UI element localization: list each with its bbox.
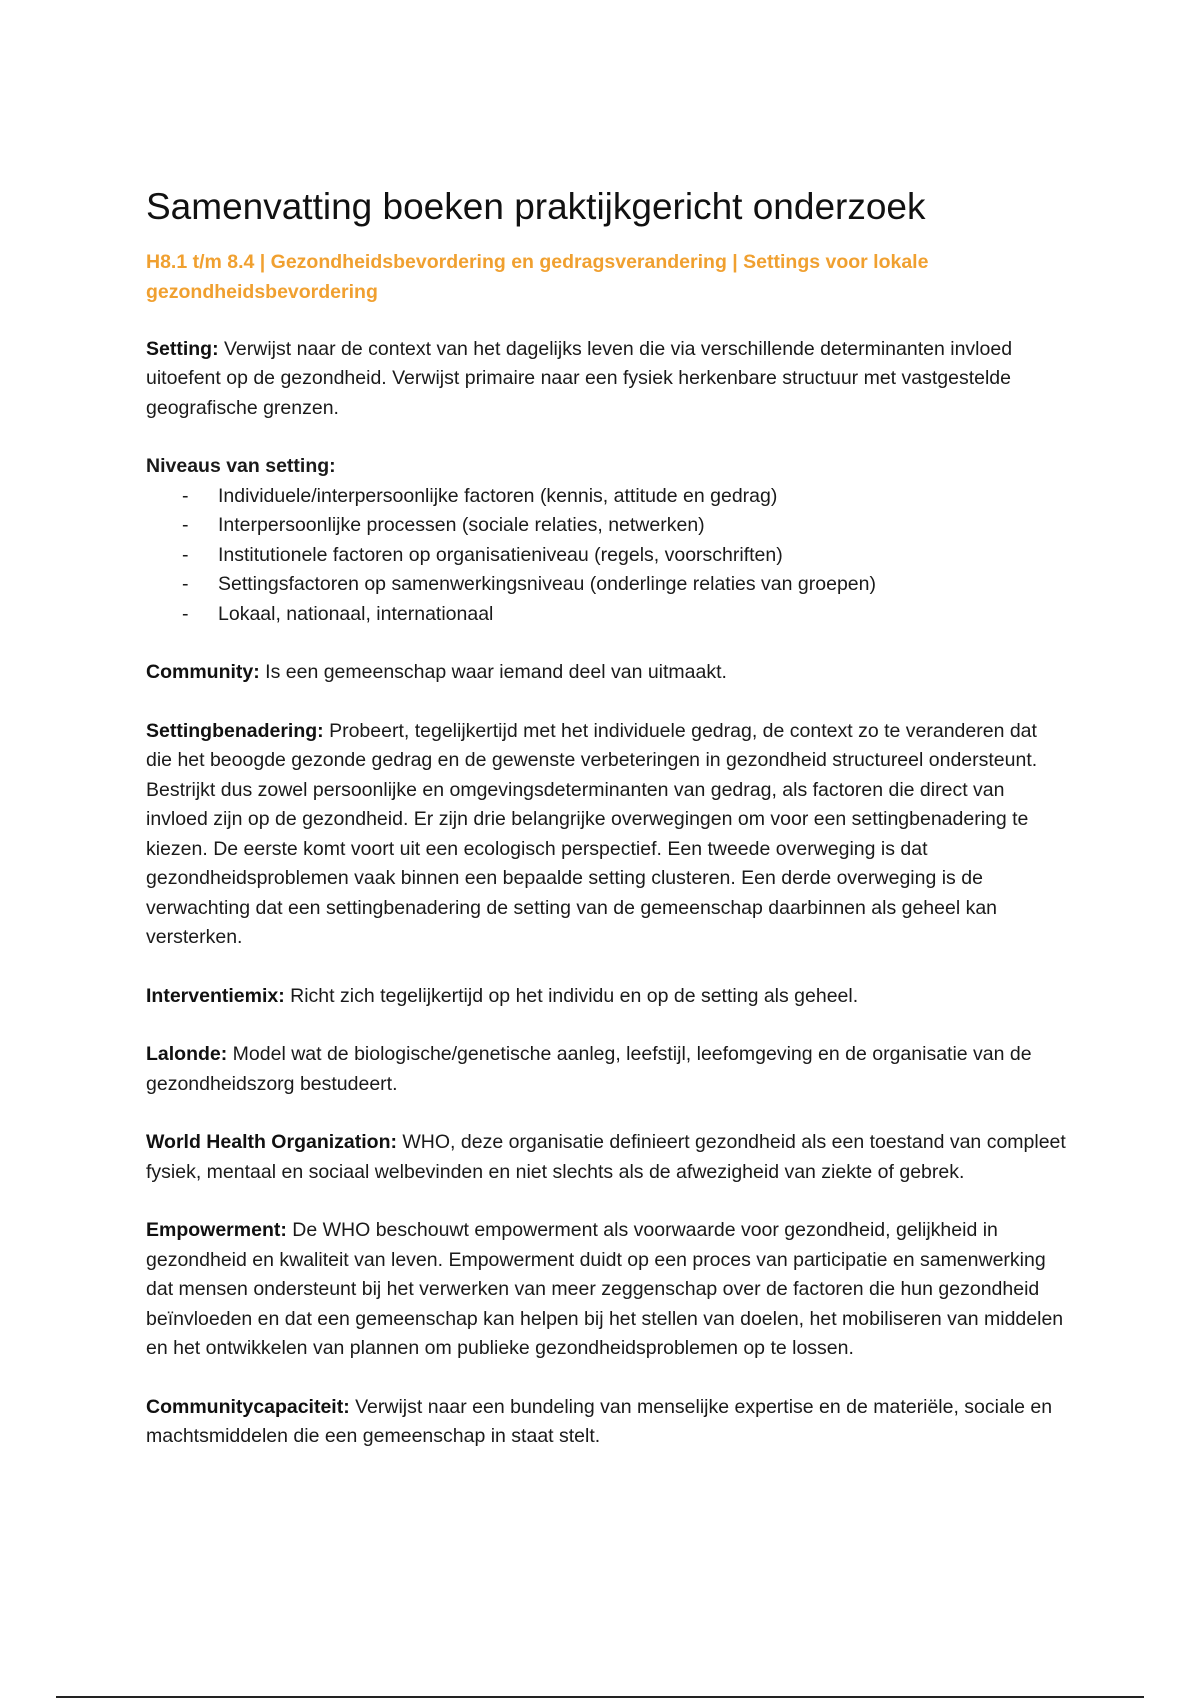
- dash-bullet: -: [182, 543, 189, 566]
- definition-interventiemix: [146, 982, 1066, 1012]
- term-label: Settingbenadering:: [146, 719, 324, 742]
- definition-text: Richt zich tegelijkertijd op het individu en op de setting als geheel.: [284, 984, 859, 1007]
- definition-lalonde: [146, 1040, 1066, 1099]
- definition-setting: [146, 335, 1066, 424]
- term-label: Setting:: [146, 337, 219, 360]
- page-divider: [56, 1696, 1144, 1698]
- list-item: [146, 482, 1066, 512]
- definition-text: Model wat de biologische/genetische aanleg, leefstijl, leefomgeving en de organisatie van de gezondheidszorg bestudeert.: [146, 1043, 1032, 1095]
- term-label: Community:: [146, 661, 260, 684]
- definition-settingbenadering: [146, 717, 1066, 953]
- definition-communitycapaciteit: [146, 1393, 1066, 1452]
- term-label: Communitycapaciteit:: [146, 1395, 350, 1418]
- definition-text: De WHO beschouwt empowerment als voorwaarde voor gezondheid, gelijkheid in gezondheid en kwaliteit van leven. Empowerment duidt op een proces van participatie en samenwerking dat mensen ondersteunt bij het verwerken van meer zeggenschap over de factoren die hun gezondheid beïnvloeden en dat een gemeenschap kan helpen bij het stellen van doelen, het mobiliseren van middelen en het ontwikkelen van plannen om publieke gezondheidsproblemen op te lossen.: [146, 1219, 1064, 1360]
- list-item: [146, 541, 1066, 571]
- list-item: [146, 511, 1066, 541]
- dash-bullet: -: [182, 602, 189, 625]
- dash-bullet: -: [182, 573, 189, 596]
- definition-text: Probeert, tegelijkertijd met het individuele gedrag, de context zo te veranderen dat die het beoogde gezonde gedrag en de gewenste verbeteringen in gezondheid structureel ondersteunt. Bestrijkt dus zowel persoonlijke en omgevingsdeterminanten van gedrag, als factoren die direct van invloed zijn op de gezondheid. Er zijn drie belangrijke overwegingen om voor een settingbenadering te kiezen. De eerste komt voort uit een ecologisch perspectief. Een tweede overweging is dat gezondheidsproblemen vaak binnen een bepaalde setting clusteren. Een derde overweging is de verwachting dat een settingbenadering de setting van de gemeenschap daarbinnen als geheel kan versterken.: [146, 719, 1038, 949]
- definition-text: Verwijst naar een bundeling van menselijke expertise en de materiële, sociale en machtsmiddelen die een gemeenschap in staat stelt.: [146, 1395, 1053, 1448]
- list-item-text: Individuele/interpersoonlijke factoren (kennis, attitude en gedrag): [218, 484, 778, 507]
- list-item: [146, 570, 1066, 600]
- document-title: Samenvatting boeken praktijkgericht onderzoek: [146, 186, 926, 227]
- dash-bullet: -: [182, 514, 189, 537]
- definition-text: Verwijst naar de context van het dagelijks leven die via verschillende determinanten invloed uitoefent op de gezondheid. Verwijst primaire naar een fysiek herkenbare structuur met vastgestelde geografische grenzen.: [146, 337, 1013, 419]
- levels-list: [146, 482, 1066, 630]
- term-label: Empowerment:: [146, 1219, 287, 1242]
- dash-bullet: -: [182, 484, 189, 507]
- list-item-text: Interpersoonlijke processen (sociale relaties, netwerken): [218, 514, 705, 537]
- list-item-text: Lokaal, nationaal, internationaal: [218, 602, 494, 625]
- definition-text: Is een gemeenschap waar iemand deel van uitmaakt.: [259, 661, 727, 684]
- term-label: Lalonde:: [146, 1043, 228, 1066]
- levels-heading: Niveaus van setting:: [146, 455, 336, 478]
- definition-text: WHO, deze organisatie definieert gezondheid als een toestand van compleet fysiek, mentaal en sociaal welbevinden en niet slechts als de afwezigheid van ziekte of gebrek.: [146, 1131, 1066, 1183]
- term-label: Interventiemix:: [146, 984, 285, 1007]
- definition-empowerment: [146, 1216, 1066, 1364]
- document-page: [146, 186, 1066, 1481]
- definition-who: [146, 1128, 1066, 1187]
- definition-community: [146, 658, 1066, 688]
- list-item-text: Institutionele factoren op organisatieniveau (regels, voorschriften): [218, 543, 783, 566]
- term-label: World Health Organization:: [146, 1131, 397, 1154]
- section-subtitle: H8.1 t/m 8.4 | Gezondheidsbevordering en gedragsverandering | Settings voor lokale gezondheidsbevordering: [146, 250, 929, 303]
- list-item-text: Settingsfactoren op samenwerkingsniveau (onderlinge relaties van groepen): [218, 573, 876, 596]
- list-item: [146, 600, 1066, 630]
